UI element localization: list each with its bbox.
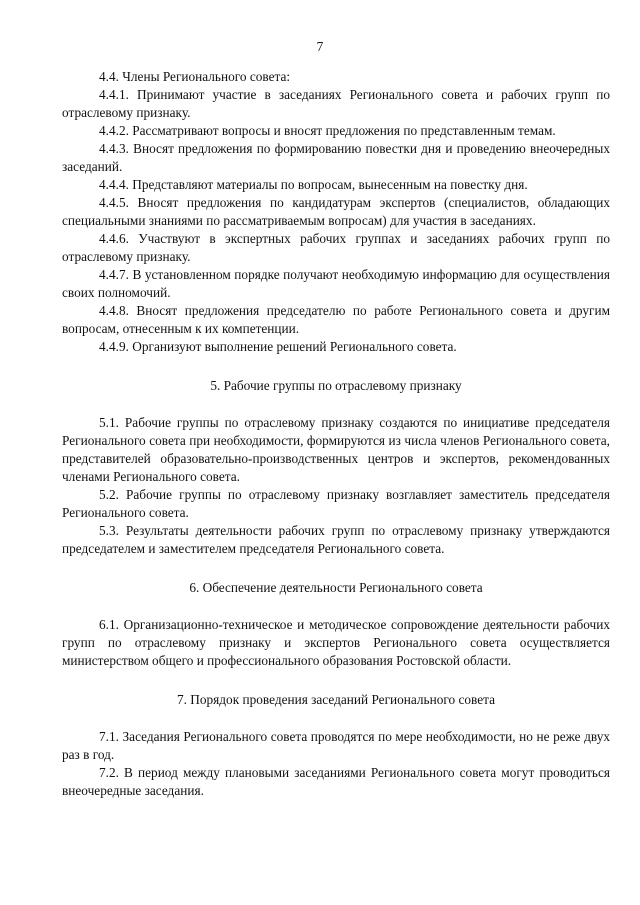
item-4-4-6: 4.4.6. Участвуют в экспертных рабочих группах и заседаниях рабочих групп по отраслевому признаку.: [62, 231, 610, 264]
item-4-4-2: 4.4.2. Рассматривают вопросы и вносят предложения по представленным темам.: [99, 123, 556, 138]
item-5-3: 5.3. Результаты деятельности рабочих групп по отраслевому признаку утверждаются председателем и заместителем председателя Регионального совета.: [62, 523, 610, 556]
page-number: 7: [316, 39, 324, 54]
section-7-title: 7. Порядок проведения заседаний Регионального совета: [176, 692, 496, 707]
section-4-4-heading: 4.4. Члены Регионального совета:: [99, 69, 291, 84]
item-4-4-1: 4.4.1. Принимают участие в заседаниях Регионального совета и рабочих групп по отраслевому признаку.: [62, 87, 610, 120]
item-7-2: 7.2. В период между плановыми заседаниями Регионального совета могут проводиться внеочередные заседания.: [62, 765, 610, 798]
item-4-4-7: 4.4.7. В установленном порядке получают необходимую информацию для осуществления своих полномочий.: [62, 267, 610, 300]
item-7-1: 7.1. Заседания Регионального совета проводятся по мере необходимости, но не реже двух раз в год.: [62, 729, 610, 762]
section-6-title: 6. Обеспечение деятельности Регионального совета: [189, 580, 483, 595]
item-4-4-9: 4.4.9. Организуют выполнение решений Регионального совета.: [99, 339, 457, 354]
item-5-2: 5.2. Рабочие группы по отраслевому признаку возглавляет заместитель председателя Регионального совета.: [62, 487, 610, 520]
item-6-1: 6.1. Организационно-техническое и методическое сопровождение деятельности рабочих групп по отраслевому признаку и экспертов Регионального совета осуществляется министерством общего и профессионального образования Ростовской области.: [62, 617, 610, 668]
section-5-title: 5. Рабочие группы по отраслевому признаку: [210, 378, 462, 393]
item-5-1: 5.1. Рабочие группы по отраслевому признаку создаются по инициативе председателя Регионального совета при необходимости, формируются из числа членов Регионального совета, представителей образовательно-производственных центров и экспертов, рекомендованных членами Регионального совета.: [62, 415, 610, 484]
item-4-4-4: 4.4.4. Представляют материалы по вопросам, вынесенным на повестку дня.: [99, 177, 528, 192]
item-4-4-5: 4.4.5. Вносят предложения по кандидатурам экспертов (специалистов, обладающих специальными знаниями по рассматриваемым вопросам) для участия в заседаниях.: [62, 195, 610, 228]
item-4-4-8: 4.4.8. Вносят предложения председателю по работе Регионального совета и другим вопросам, отнесенным к их компетенции.: [62, 303, 610, 336]
document-body: [62, 68, 610, 800]
item-4-4-3: 4.4.3. Вносят предложения по формированию повестки дня и проведению внеочередных заседаний.: [62, 141, 610, 174]
